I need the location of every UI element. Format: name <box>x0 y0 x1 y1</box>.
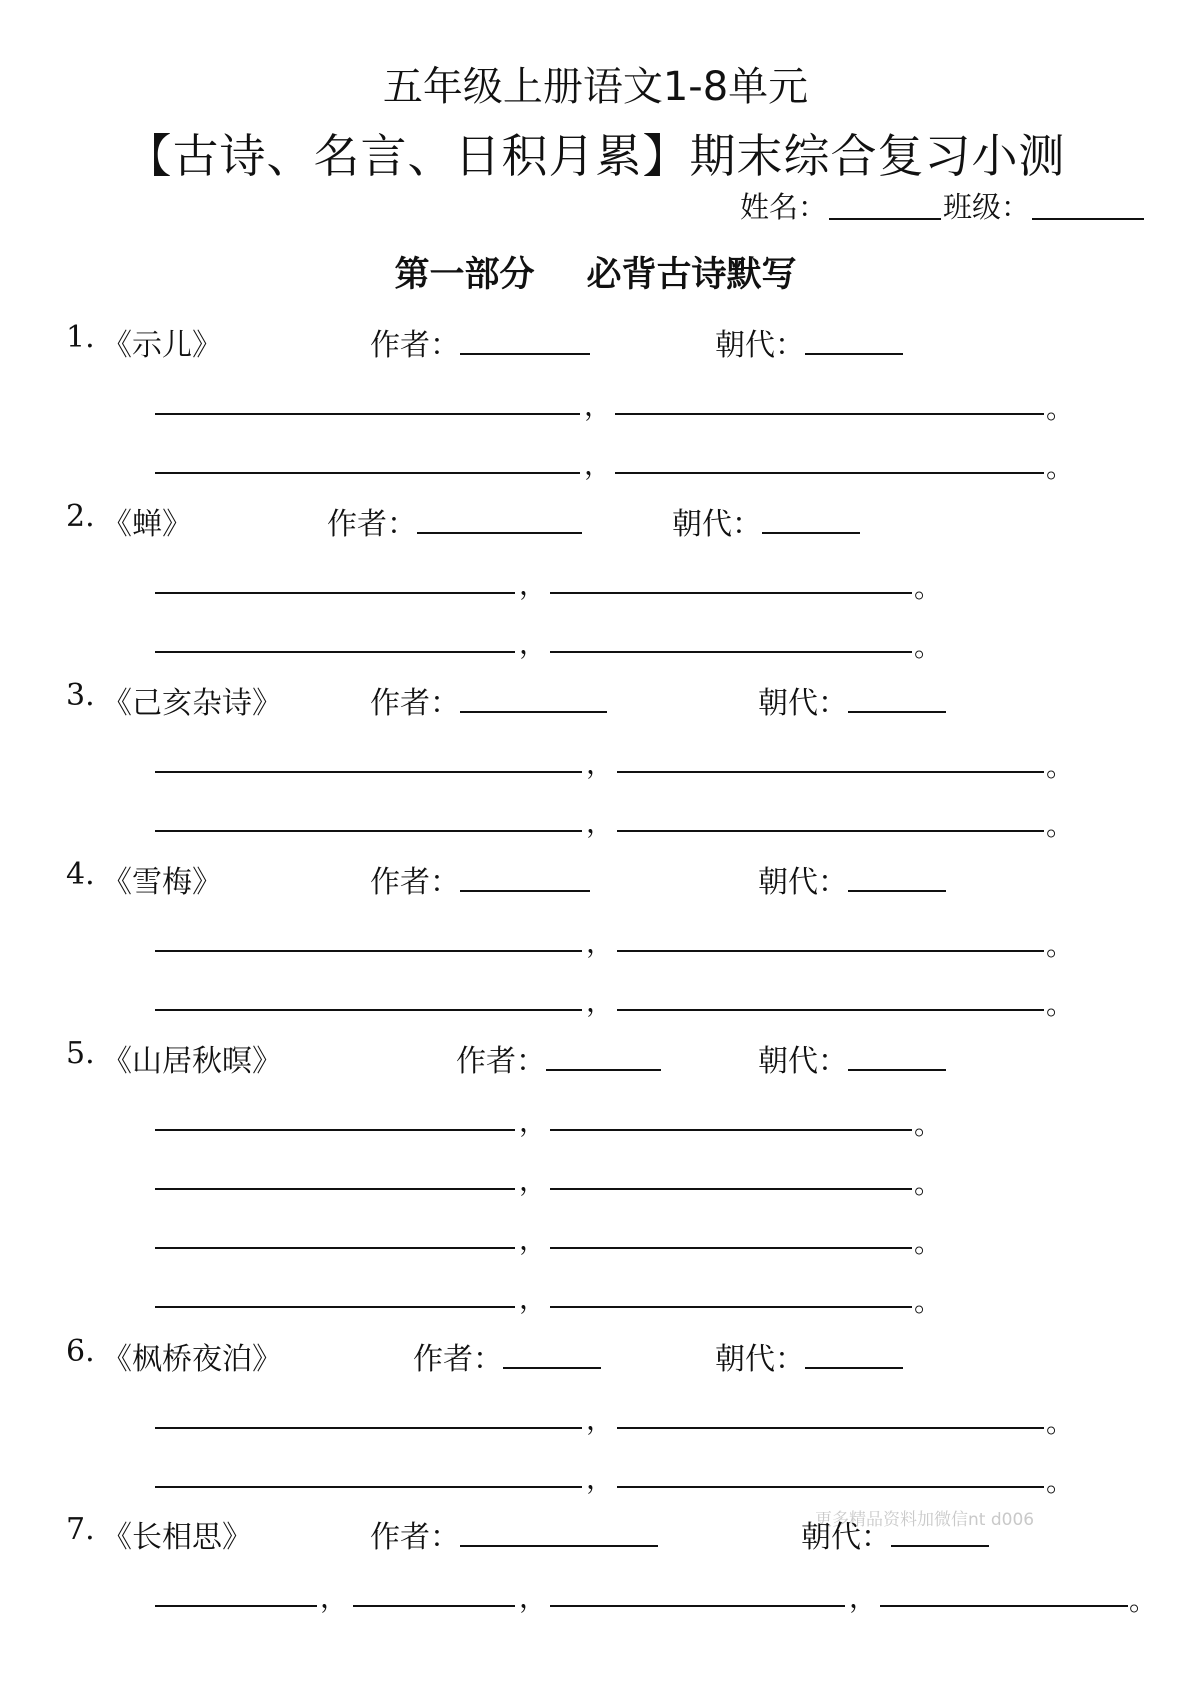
period: 。 <box>914 630 943 663</box>
worksheet-title: 五年级上册语文1-8单元 <box>382 64 809 110</box>
question-header <box>0 1512 1191 1555</box>
question-header <box>0 499 1191 542</box>
answer-line[interactable] <box>155 592 515 594</box>
comma: ， <box>519 1105 548 1138</box>
comma: ， <box>586 1462 615 1495</box>
poem-title: 《山居秋暝》 <box>102 1044 282 1079</box>
class-label: 班级： <box>942 190 1030 224</box>
author-field[interactable] <box>460 862 590 892</box>
dynasty-field[interactable] <box>805 325 903 355</box>
dynasty-label: 朝代： <box>715 328 805 363</box>
name-label: 姓名： <box>739 190 827 224</box>
author-field[interactable] <box>460 325 590 355</box>
section-part: 第一部分 <box>394 255 535 295</box>
comma: ， <box>586 747 615 780</box>
dynasty-label: 朝代： <box>715 1342 805 1377</box>
author-field[interactable] <box>460 1517 658 1547</box>
answer-line[interactable] <box>155 1306 515 1308</box>
answer-line[interactable] <box>353 1605 515 1607</box>
question-header <box>0 1334 1191 1377</box>
answer-line[interactable] <box>617 830 1044 832</box>
answer-line[interactable] <box>617 1009 1044 1011</box>
watermark: 更多精品资料加微信nt d006 <box>815 1510 1035 1530</box>
answer-line[interactable] <box>155 1009 582 1011</box>
answer-line[interactable] <box>155 1605 317 1607</box>
comma: ， <box>519 1282 548 1315</box>
answer-line[interactable] <box>617 950 1044 952</box>
question-number: 5. <box>66 1036 95 1071</box>
dynasty-label: 朝代： <box>758 1044 848 1079</box>
author-field[interactable] <box>417 504 582 534</box>
student-info <box>740 185 1146 226</box>
period: 。 <box>1046 392 1075 425</box>
author-label: 作者： <box>456 1044 546 1079</box>
comma: ， <box>519 1581 548 1614</box>
comma: ， <box>519 568 548 601</box>
poem-title: 《己亥杂诗》 <box>102 686 282 721</box>
comma: ， <box>586 806 615 839</box>
period: 。 <box>914 1285 943 1318</box>
period: 。 <box>1046 809 1075 842</box>
dynasty-label: 朝代： <box>758 686 848 721</box>
answer-line[interactable] <box>550 592 912 594</box>
dynasty-label: 朝代： <box>672 507 762 542</box>
comma: ， <box>586 1403 615 1436</box>
period: 。 <box>914 1108 943 1141</box>
comma: ， <box>586 926 615 959</box>
section-name: 必背古诗默写 <box>586 255 797 295</box>
poem-title: 《枫桥夜泊》 <box>102 1342 282 1377</box>
poem-title: 《雪梅》 <box>102 865 222 900</box>
class-field[interactable] <box>1032 217 1144 220</box>
answer-line[interactable] <box>550 651 912 653</box>
answer-line[interactable] <box>615 472 1044 474</box>
answer-line[interactable] <box>550 1129 912 1131</box>
answer-line[interactable] <box>155 1247 515 1249</box>
answer-line[interactable] <box>550 1247 912 1249</box>
author-label: 作者： <box>413 1342 503 1377</box>
worksheet-subtitle: 【古诗、名言、日积月累】期末综合复习小测 <box>125 129 1066 183</box>
author-field[interactable] <box>503 1339 601 1369</box>
author-label: 作者： <box>370 1520 460 1555</box>
dynasty-label: 朝代： <box>801 1520 891 1555</box>
period: 。 <box>914 1167 943 1200</box>
answer-line[interactable] <box>550 1605 845 1607</box>
period: 。 <box>1046 451 1075 484</box>
comma: ， <box>584 448 613 481</box>
name-field[interactable] <box>829 217 941 220</box>
answer-line[interactable] <box>155 1129 515 1131</box>
period: 。 <box>1046 929 1075 962</box>
author-label: 作者： <box>370 328 460 363</box>
poem-title: 《长相思》 <box>102 1520 252 1555</box>
period: 。 <box>1046 1465 1075 1498</box>
poem-title: 《示儿》 <box>102 328 222 363</box>
comma: ， <box>519 1164 548 1197</box>
answer-line[interactable] <box>615 413 1044 415</box>
answer-line[interactable] <box>880 1605 1128 1607</box>
question-header <box>0 320 1191 363</box>
answer-line[interactable] <box>155 651 515 653</box>
answer-line[interactable] <box>550 1188 912 1190</box>
comma: ， <box>519 1223 548 1256</box>
question-number: 7. <box>66 1512 95 1547</box>
answer-line[interactable] <box>155 413 580 415</box>
dynasty-field[interactable] <box>848 862 946 892</box>
dynasty-label: 朝代： <box>758 865 848 900</box>
period: 。 <box>1046 988 1075 1021</box>
comma: ， <box>320 1581 349 1614</box>
question-header <box>0 1036 1191 1079</box>
answer-line[interactable] <box>155 950 582 952</box>
period: 。 <box>914 571 943 604</box>
period: 。 <box>1046 1406 1075 1439</box>
section-heading <box>0 247 1191 297</box>
dynasty-field[interactable] <box>805 1339 903 1369</box>
question-number: 2. <box>66 499 95 534</box>
answer-line[interactable] <box>155 1427 582 1429</box>
comma: ， <box>584 389 613 422</box>
comma: ， <box>849 1581 878 1614</box>
author-field[interactable] <box>460 683 607 713</box>
comma: ， <box>586 985 615 1018</box>
author-field[interactable] <box>546 1041 661 1071</box>
dynasty-field[interactable] <box>848 1041 946 1071</box>
period: 。 <box>1129 1584 1158 1617</box>
dynasty-field[interactable] <box>762 504 860 534</box>
answer-line[interactable] <box>617 1427 1044 1429</box>
answer-line[interactable] <box>155 830 582 832</box>
period: 。 <box>914 1226 943 1259</box>
author-label: 作者： <box>327 507 417 542</box>
answer-line[interactable] <box>617 1486 1044 1488</box>
author-label: 作者： <box>370 686 460 721</box>
question-number: 1. <box>66 320 95 355</box>
poem-title: 《蝉》 <box>102 507 192 542</box>
question-number: 3. <box>66 678 95 713</box>
question-header <box>0 857 1191 900</box>
dynasty-field[interactable] <box>891 1517 989 1547</box>
answer-line[interactable] <box>550 1306 912 1308</box>
dynasty-field[interactable] <box>848 683 946 713</box>
author-label: 作者： <box>370 865 460 900</box>
comma: ， <box>519 627 548 660</box>
answer-line[interactable] <box>155 472 580 474</box>
answer-line[interactable] <box>155 771 582 773</box>
question-number: 6. <box>66 1334 95 1369</box>
question-header <box>0 678 1191 721</box>
answer-line[interactable] <box>155 1486 582 1488</box>
answer-line[interactable] <box>155 1188 515 1190</box>
period: 。 <box>1046 750 1075 783</box>
answer-line[interactable] <box>617 771 1044 773</box>
question-number: 4. <box>66 857 95 892</box>
